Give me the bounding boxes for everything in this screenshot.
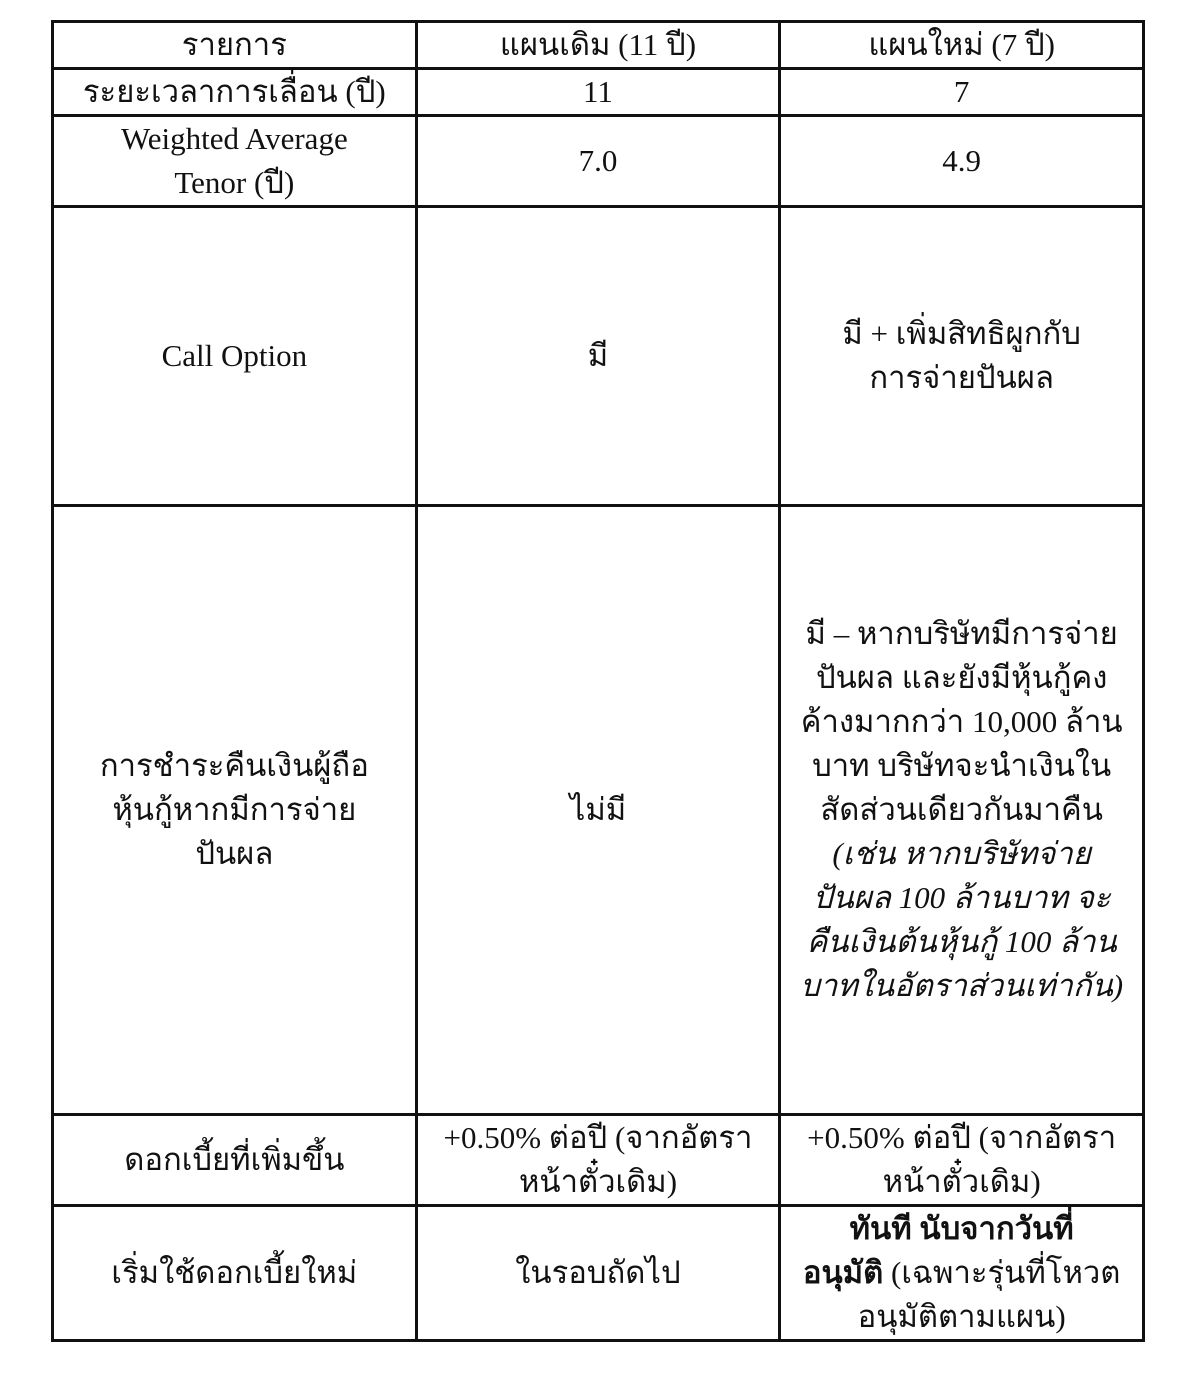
label-line: ปันผล <box>195 836 274 871</box>
label-line: หุ้นกู้หากมีการจ่าย <box>112 792 357 827</box>
cell-line: สัดส่วนเดียวกันมาคืน <box>820 792 1103 827</box>
cell-line: อนุมัติตามแผน) <box>857 1299 1066 1334</box>
cell-line: ค้างมากกว่า 10,000 ล้าน <box>800 704 1123 739</box>
cell-new-call-option <box>780 207 1144 506</box>
cell-new-added-interest <box>780 1115 1144 1206</box>
label-line: Tenor (ปี) <box>174 165 295 200</box>
cell-line: การจ่ายปันผล <box>869 360 1054 395</box>
table-row <box>53 116 1144 207</box>
cell-line: มี + เพิ่มสิทธิผูกกับ <box>842 316 1081 351</box>
cell-line: +0.50% ต่อปี (จากอัตรา <box>807 1120 1117 1155</box>
cell-new-weighted-tenor: 4.9 <box>780 116 1144 207</box>
example-line: (เช่น หากบริษัทจ่าย <box>832 836 1091 871</box>
row-label-weighted-tenor <box>53 116 417 207</box>
table-row <box>53 1115 1144 1206</box>
cell-old-new-interest-start: ในรอบถัดไป <box>416 1206 780 1341</box>
plain-text: (เฉพาะรุ่นที่โหวต <box>883 1255 1121 1290</box>
header-new-plan: แผนใหม่ (7 ปี) <box>780 22 1144 69</box>
cell-line <box>789 1251 1134 1295</box>
cell-line: หน้าตั๋วเดิม) <box>518 1164 678 1199</box>
cell-line: บาท บริษัทจะนำเงินใน <box>812 748 1112 783</box>
table-row <box>53 207 1144 506</box>
row-label-new-interest-start: เริ่มใช้ดอกเบี้ยใหม่ <box>53 1206 417 1341</box>
cell-line: ปันผล และยังมีหุ้นกู้คง <box>815 660 1108 695</box>
cell-old-duration: 11 <box>416 69 780 116</box>
cell-line: หน้าตั๋วเดิม) <box>882 1164 1041 1199</box>
cell-new-repayment <box>780 506 1144 1115</box>
header-old-plan: แผนเดิม (11 ปี) <box>416 22 780 69</box>
label-line: Weighted Average <box>120 121 348 156</box>
cell-new-duration: 7 <box>780 69 1144 116</box>
header-item: รายการ <box>53 22 417 69</box>
label-line: การชำระคืนเงินผู้ถือ <box>99 748 369 783</box>
cell-line: ทันที นับจากวันที่ <box>849 1211 1074 1246</box>
cell-line: +0.50% ต่อปี (จากอัตรา <box>443 1120 753 1155</box>
row-label-call-option: Call Option <box>53 207 417 506</box>
row-label-duration: ระยะเวลาการเลื่อน (ปี) <box>53 69 417 116</box>
example-line: ปันผล 100 ล้านบาท จะ <box>812 880 1111 915</box>
table-row <box>53 506 1144 1115</box>
cell-old-weighted-tenor: 7.0 <box>416 116 780 207</box>
row-label-repayment <box>53 506 417 1115</box>
example-line: คืนเงินต้นหุ้นกู้ 100 ล้าน <box>806 924 1117 959</box>
row-label-added-interest: ดอกเบี้ยที่เพิ่มขึ้น <box>53 1115 417 1206</box>
table-row <box>53 1206 1144 1341</box>
cell-line: มี – หากบริษัทมีการจ่าย <box>805 616 1118 651</box>
comparison-table <box>51 20 1145 1342</box>
example-line: บาทในอัตราส่วนเท่ากัน) <box>800 968 1124 1003</box>
cell-old-call-option: มี <box>416 207 780 506</box>
table-row <box>53 69 1144 116</box>
cell-old-added-interest <box>416 1115 780 1206</box>
cell-old-repayment: ไม่มี <box>416 506 780 1115</box>
cell-new-new-interest-start <box>780 1206 1144 1341</box>
bold-text: อนุมัติ <box>802 1255 884 1290</box>
header-row <box>53 22 1144 69</box>
